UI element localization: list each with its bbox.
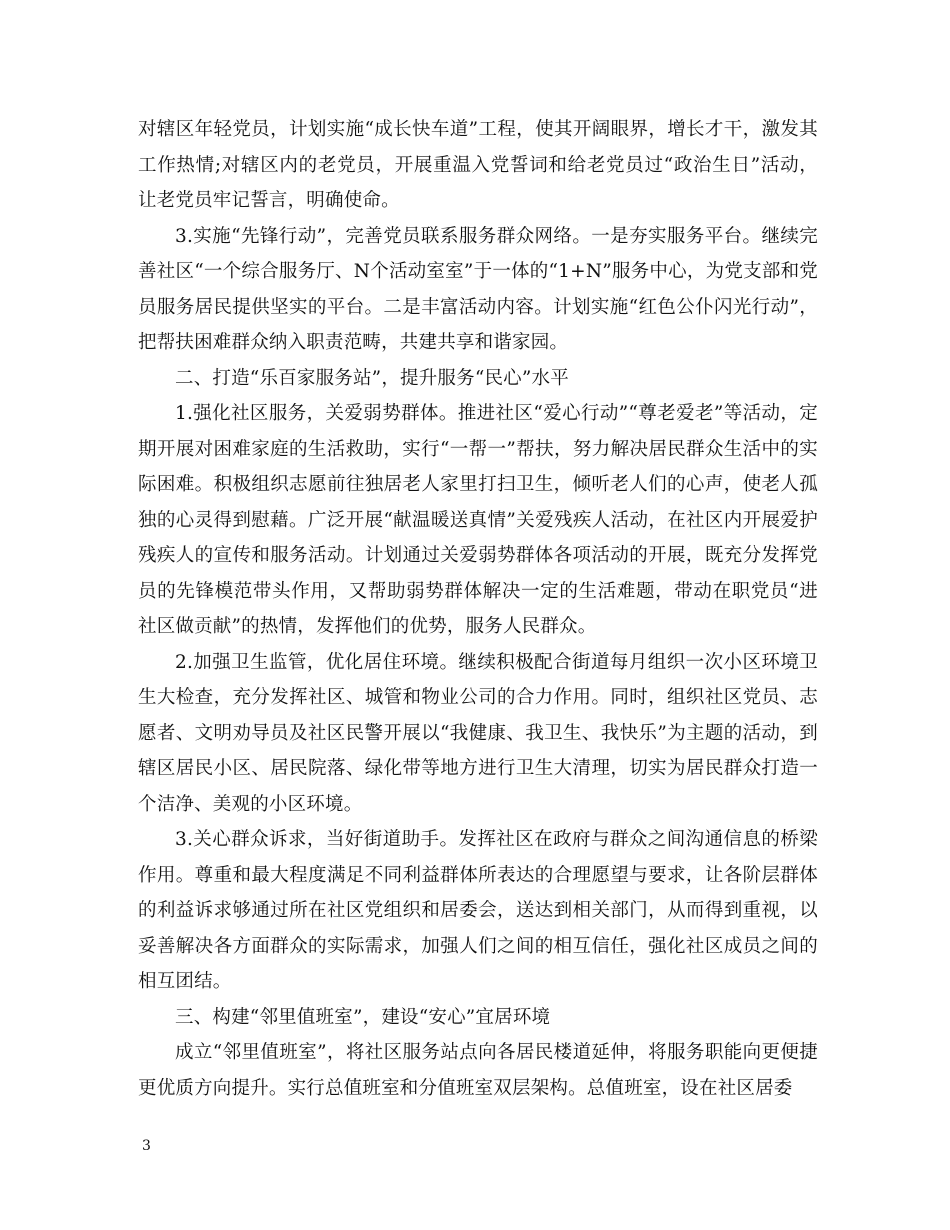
paragraph-1: 对辖区年轻党员，计划实施“成长快车道”工程，使其开阔眼界，增长才干，激发其工作热情;对辖区内的老党员，开展重温入党誓词和给老党员过“政治生日”活动，让老党员牢记誓言，明确使命。 (138, 119, 818, 211)
paragraph-4: 2.加强卫生监管，优化居住环境。继续积极配合街道每月组织一次小区环境卫生大检查，充分发挥社区、城管和物业公司的合力作用。同时，组织社区党员、志愿者、文明劝导员及社区民警开展以“我健康、我卫生、我快乐”为主题的活动，到辖区居民小区、居民院落、绿化带等地方进行卫生大清理，切实为居民群众打造一个洁净、美观的小区环境。 (138, 651, 818, 815)
section-heading-3: 三、构建“邻里值班室”，建设“安心”宜居环境 (175, 1006, 551, 1028)
paragraph-3: 1.强化社区服务，关爱弱势群体。推进社区“爱心行动”“尊老爱老”等活动，定期开展对困难家庭的生活救助，实行“一帮一”帮扶，努力解决居民群众生活中的实际困难。积极组织志愿前往独居老人家里打扫卫生，倾听老人们的心声，使老人孤独的心灵得到慰藉。广泛开展“献温暖送真情”关爱残疾人活动，在社区内开展爱护残疾人的宣传和服务活动。计划通过关爱弱势群体各项活动的开展，既充分发挥党员的先锋模范带头作用，又帮助弱势群体解决一定的生活难题，带动在职党员“进社区做贡献”的热情，发挥他们的优势，服务人民群众。 (138, 403, 818, 637)
document-body (138, 112, 818, 1106)
paragraph-6: 成立“邻里值班室”，将社区服务站点向各居民楼道延伸，将服务职能向更便捷更优质方向提升。实行总值班室和分值班室双层架构。总值班室，设在社区居委 (138, 1042, 818, 1099)
paragraph-5: 3.关心群众诉求，当好街道助手。发挥社区在政府与群众之间沟通信息的桥梁作用。尊重和最大程度满足不同利益群体所表达的合理愿望与要求，让各阶层群体的利益诉求够通过所在社区党组织和居委会，送达到相关部门，从而得到重视，以妥善解决各方面群众的实际需求，加强人们之间的相互信任，强化社区成员之间的相互团结。 (138, 829, 818, 992)
page-number: 3 (142, 1138, 151, 1154)
section-heading-2: 二、打造“乐百家服务站”，提升服务“民心”水平 (175, 367, 569, 389)
paragraph-2: 3.实施“先锋行动”，完善党员联系服务群众网络。一是夯实服务平台。继续完善社区“一个综合服务厅、N个活动室室”于一体的“1+N”服务中心，为党支部和党员服务居民提供坚实的平台。二是丰富活动内容。计划实施“红色公仆闪光行动”，把帮扶困难群众纳入职责范畴，共建共享和谐家园。 (138, 225, 818, 353)
